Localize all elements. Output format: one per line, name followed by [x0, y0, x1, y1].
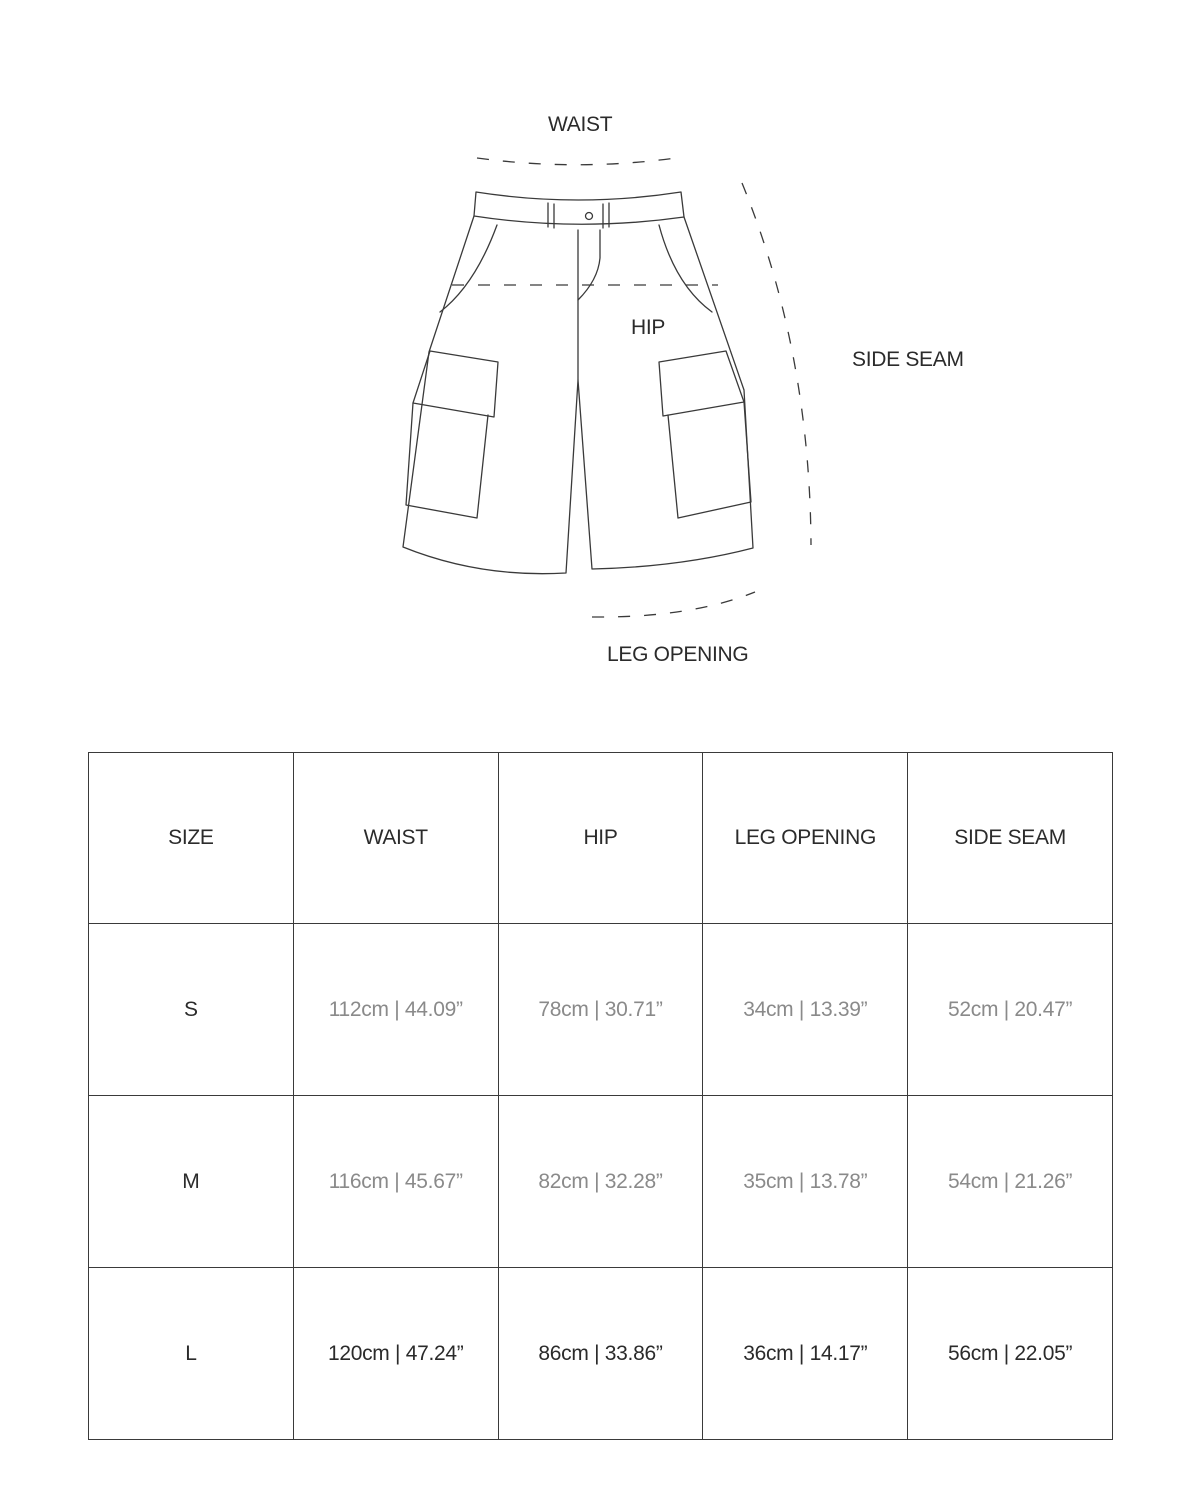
leg-opening-cell: 35cm | 13.78”: [703, 1096, 908, 1268]
waist-cell: 112cm | 44.09”: [293, 924, 498, 1096]
leg-opening-cell: 34cm | 13.39”: [703, 924, 908, 1096]
side-seam-cell: 52cm | 20.47”: [908, 924, 1113, 1096]
side-seam-cell: 56cm | 22.05”: [908, 1268, 1113, 1440]
size-cell: M: [89, 1096, 294, 1268]
side-seam-cell: 54cm | 21.26”: [908, 1096, 1113, 1268]
table-header-row: [89, 753, 1113, 924]
cargo-flap-left: [413, 351, 498, 417]
fly-curve: [578, 230, 600, 300]
size-cell: S: [89, 924, 294, 1096]
side-seam-measure-line: [742, 183, 811, 545]
leg-opening-measure-line: [592, 592, 755, 617]
pocket-left: [440, 225, 497, 312]
header-leg-opening: LEG OPENING: [703, 753, 908, 924]
waist-label: WAIST: [548, 113, 613, 136]
table-row: [89, 924, 1113, 1096]
button-icon: [586, 213, 593, 220]
hip-label: HIP: [631, 316, 666, 339]
waist-cell: 116cm | 45.67”: [293, 1096, 498, 1268]
cargo-flap-right: [659, 351, 744, 416]
shorts-sketch: [403, 192, 753, 574]
waistband: [474, 192, 684, 224]
table-row: [89, 1096, 1113, 1268]
waist-cell: 120cm | 47.24”: [293, 1268, 498, 1440]
cargo-pocket-right: [668, 402, 751, 518]
header-waist: WAIST: [293, 753, 498, 924]
leg-opening-label: LEG OPENING: [607, 643, 749, 666]
header-size: SIZE: [89, 753, 294, 924]
side-seam-label: SIDE SEAM: [852, 348, 964, 371]
hip-cell: 78cm | 30.71”: [498, 924, 703, 1096]
pocket-right: [659, 225, 712, 312]
header-side-seam: SIDE SEAM: [908, 753, 1113, 924]
table-row: [89, 1268, 1113, 1440]
waist-measure-line: [477, 157, 683, 165]
hip-cell: 82cm | 32.28”: [498, 1096, 703, 1268]
size-cell: L: [89, 1268, 294, 1440]
cargo-pocket-left: [406, 403, 488, 518]
hip-cell: 86cm | 33.86”: [498, 1268, 703, 1440]
shorts-measurement-diagram: [0, 0, 1200, 720]
header-hip: HIP: [498, 753, 703, 924]
size-chart-table: [88, 752, 1113, 1440]
leg-opening-cell: 36cm | 14.17”: [703, 1268, 908, 1440]
